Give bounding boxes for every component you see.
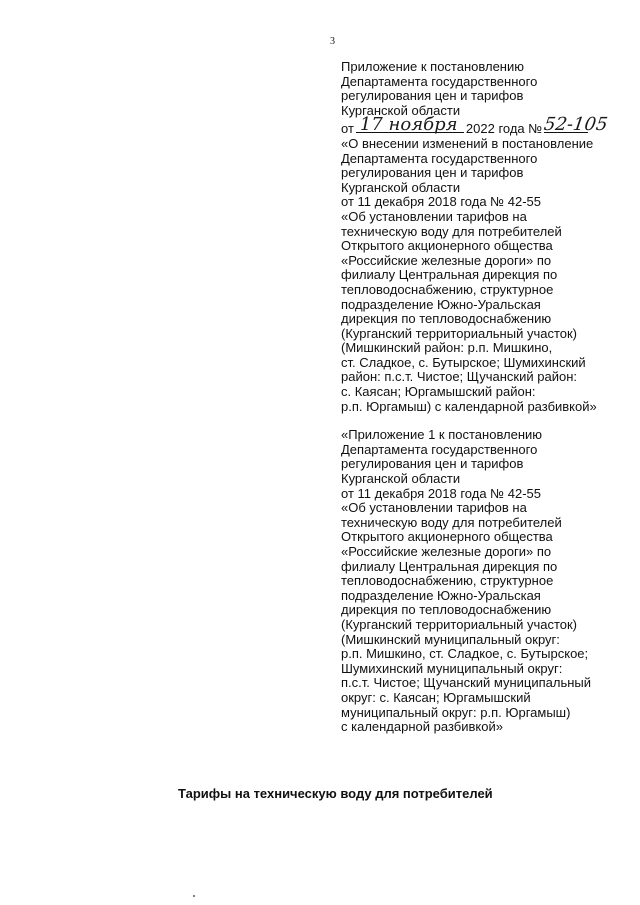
title-line: (Курганский территориальный участок): [341, 325, 578, 341]
title-line: от 11 декабря 2018 года № 42-55: [341, 194, 541, 210]
annex1-line: п.с.т. Чистое; Щучанский муниципальный: [341, 675, 592, 691]
annex1-line: филиалу Центральная дирекция по: [341, 558, 558, 574]
title-line: Курганской области: [341, 179, 461, 195]
paragraph-gap: [341, 414, 631, 428]
annex1-line: Департамента государственного: [341, 441, 538, 457]
title-line: «Российские железные дороги» по: [341, 252, 552, 268]
date-fill-line: [356, 114, 464, 136]
annex1-line: «Российские железные дороги» по: [341, 544, 552, 559]
annex1-line: «Об установлении тарифов на: [341, 500, 527, 516]
date-suffix: 2022 года №: [465, 121, 543, 137]
annex1-line: подразделение Южно-Уральская: [341, 587, 541, 603]
appendix-line: Приложение к постановлению: [341, 59, 524, 74]
title-line: «О внесении изменений в постановление: [341, 135, 594, 151]
title-line: район: п.с.т. Чистое; Щучанский район:: [341, 369, 577, 385]
page-number: 3: [330, 36, 335, 47]
title-line: регулирования цен и тарифов: [341, 165, 524, 181]
title-line: с. Каясан; Юргамышский район:: [341, 384, 536, 400]
annex1-line: «Приложение 1 к постановлению: [341, 427, 543, 443]
table-title: Тарифы на техническую воду для потребителей: [178, 786, 493, 801]
title-line: Департамента государственного: [341, 150, 538, 166]
title-line: тепловодоснабжению, структурное: [341, 281, 554, 297]
annex1-line: (Мишкинский муниципальный округ:: [341, 631, 560, 647]
handwritten-date: 17 ноября: [359, 114, 458, 136]
appendix-line: регулирования цен и тарифов: [341, 88, 524, 104]
date-number-line: [341, 114, 631, 137]
annex1-line: тепловодоснабжению, структурное: [341, 573, 554, 589]
annex1-line: Открытого акционерного общества: [341, 529, 553, 545]
title-line: подразделение Южно-Уральская: [341, 296, 541, 312]
title-line: р.п. Юргамыш) с календарной разбивкой»: [341, 398, 597, 414]
annex1-line: округ: с. Каясан; Юргамышский: [341, 689, 531, 705]
annex1-line: муниципальный округ: р.п. Юргамыш): [341, 704, 571, 720]
annex1-line: дирекция по тепловодоснабжению: [341, 602, 552, 618]
title-line: филиалу Центральная дирекция по: [341, 267, 558, 283]
annex1-line: Шумихинский муниципальный округ:: [341, 660, 563, 676]
annex1-line: р.п. Мишкино, ст. Сладкое, с. Бутырское;: [341, 646, 589, 662]
title-line: техническую воду для потребителей: [341, 223, 562, 239]
annex1-line: с календарной разбивкой»: [341, 719, 503, 735]
title-line: Открытого акционерного общества: [341, 238, 553, 254]
title-line: дирекция по тепловодоснабжению: [341, 311, 552, 327]
annex1-line: от 11 декабря 2018 года № 42-55: [341, 485, 541, 501]
appendix-line: Департамента государственного: [341, 73, 538, 89]
appendix-line: Курганской области: [341, 102, 461, 118]
annex1-line: техническую воду для потребителей: [341, 514, 562, 530]
appendix-header: [341, 60, 631, 735]
scan-speck: [193, 895, 195, 897]
title-line: (Мишкинский район: р.п. Мишкино,: [341, 340, 553, 356]
handwritten-number: 52-105: [542, 114, 610, 136]
annex1-line: Курганской области: [341, 471, 461, 487]
annex1-line: регулирования цен и тарифов: [341, 456, 524, 472]
number-fill-line: [542, 114, 610, 136]
date-prefix: от: [341, 121, 354, 137]
title-line: ст. Сладкое, с. Бутырское; Шумихинский: [341, 354, 586, 370]
title-line: «Об установлении тарифов на: [341, 208, 527, 224]
annex1-line: (Курганский территориальный участок): [341, 616, 578, 632]
